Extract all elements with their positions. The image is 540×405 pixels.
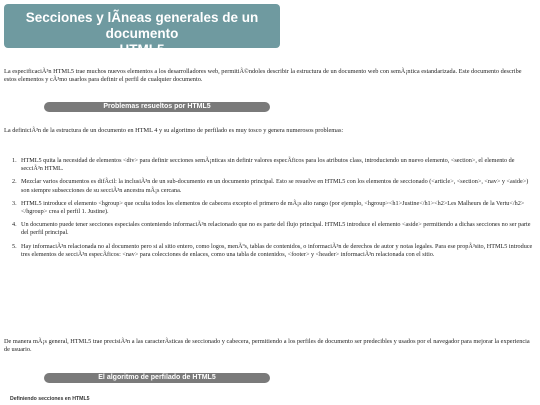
page-title-line2: HTML5	[119, 42, 165, 57]
list-item-number: 5.	[12, 242, 17, 250]
section-heading-algorithm: El algoritmo de perfilado de HTML5	[44, 373, 270, 383]
lead-paragraph: La definiciÃ³n de la estructura de un documento en HTML 4 y su algoritmo de perfilado es muy tosco y genera numerosos problemas:	[4, 127, 344, 134]
list-item-text: HTML5 introduce el elemento <hgroup> que oculta todos los elementos de cabecera excepto el primero de mÃ¡s alto rango (por ejemplo, <hgroup><h1>Justine</h1><h2>Les Malheurs de la Vertu</h2></hgroup> crea el perfil 1. Justine).	[21, 199, 525, 216]
list-item	[12, 178, 534, 194]
list-item-text: Un documento puede tener secciones especiales conteniendo informaciÃ³n relacionado que no es parte del flujo principal. HTML5 introduce el elemento <aside> permitiendo a dichas secciones no ser parte del perfil principal.	[21, 221, 531, 237]
section-heading-problems: Problemas resueltos por HTML5	[44, 102, 270, 112]
list-item-number: 1.	[12, 157, 17, 164]
list-item	[12, 221, 534, 237]
list-item	[12, 200, 534, 216]
intro-paragraph: La especificaciÃ³n HTML5 trae muchos nuevos elementos a los desarrolladores web, permitiÃ©ndoles describir la estructura de un documento web con semÃ¡ntica estandarizada. Este documento describe estos elementos y cÃ³mo usarlos para definir el perfil de cualquier documento.	[4, 68, 522, 84]
list-item	[12, 243, 534, 259]
list-item-number: 2.	[12, 178, 17, 186]
summary-paragraph: De manera mÃ¡s general, HTML5 trae precisiÃ³n a las caracterÃsticas de seccionado y cabecera, permitiendo a los perfiles de documento ser predecibles y usados por el navegador para mejorar la experiencia de usuario.	[4, 338, 530, 354]
list-item-text: Mezclar varios documentos es difÃcil: la inclusiÃ³n de un sub-documento en un documento principal. Esto se resuelve en HTML5 con los elementos de seccionado (<article>, <section>, <nav> y <aside>) son siempre subsecciones de su secciÃ³n ancestra mÃ¡s cercana.	[21, 178, 529, 194]
list-item-number: 4.	[12, 221, 17, 229]
page-title-banner	[4, 4, 280, 57]
problems-list	[12, 157, 534, 259]
list-item-number: 3.	[12, 199, 17, 207]
list-item	[12, 157, 534, 173]
page-title	[4, 4, 280, 58]
list-item-text: Hay informaciÃ³n relacionada no al documento pero si al sitio entero, como logos, menÃºs, tablas de contenidos, o informaciÃ³n de derechos de autor y notas legales. Para ese propÃ³sito, HTML5 introduce tres elementos de secciÃ³n especÃficos: <nav> para colecciones de enlaces, como una tabla de contenidos, <footer> y <header> informaciÃ³n relacionada con el sitio.	[21, 242, 533, 258]
page-title-line1: Secciones y lÃneas generales de un documento	[25, 10, 259, 41]
subsection-heading: Definiendo secciones en HTML5	[10, 396, 90, 402]
list-item-text: HTML5 quita la necesidad de elementos <div> para definir secciones semÃ¡nticas sin definir valores especÃficos para los atributos class, introduciendo un nuevo elemento, <section>, el elemento de secciÃ³n HTML.	[21, 157, 515, 173]
